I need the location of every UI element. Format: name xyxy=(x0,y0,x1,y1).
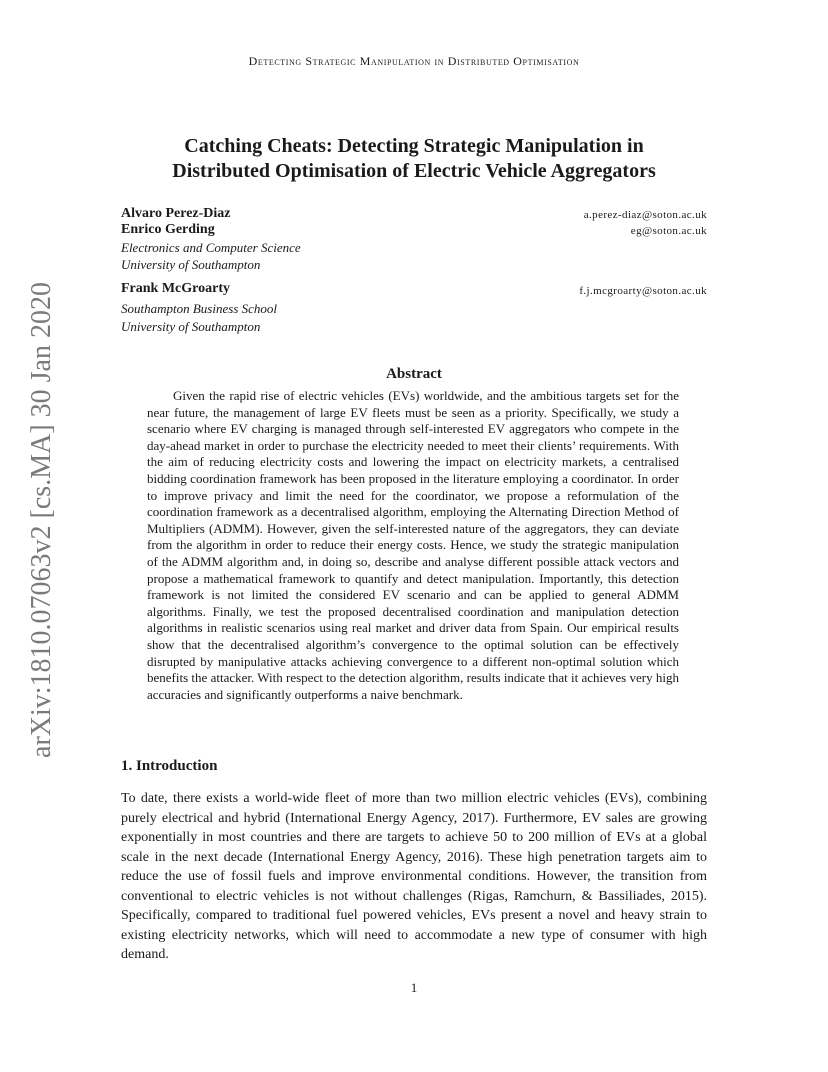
affiliation-line: University of Southampton xyxy=(121,257,261,272)
title-line-1: Catching Cheats: Detecting Strategic Manipulation in xyxy=(184,135,644,157)
abstract-text: Given the rapid rise of electric vehicles (EVs) worldwide, and the ambitious targets set for the near future, the management of large EV fleets must be seen as a priority. Specifically, we study a scenario where EV charging is managed through self-interested EV aggregators who compete in the day-ahead market in order to purchase the electricity needed to meet their clients’ requirements. With the aim of reducing electricity costs and lowering the impact on electricity markets, a centralised bidding coordination framework has been proposed in the literature employing a coordinator. In order to improve privacy and limit the need for the coordinator, we propose a reformulation of the coordination framework as a decentralised algorithm, employing the Alternating Direction Method of Multipliers (ADMM). However, given the self-interested nature of the aggregators, they can deviate from the algorithm in order to reduce their energy costs. Hence, we study the strategic manipulation of the ADMM algorithm and, in doing so, describe and analyse different possible attack vectors and propose a mathematical framework to quantify and detect manipulation. Importantly, this detection framework is not limited the considered EV scenario and can be applied to general ADMM algorithms. Finally, we test the proposed decentralised coordination and manipulation detection algorithms in realistic scenarios using real market and driver data from Spain. Our empirical results show that the decentralised algorithm’s convergence to the optimal solution can be effectively disrupted by manipulative attacks achieving convergence to a different non-optimal solution which benefits the attacker. With respect to the detection algorithm, results indicate that it achieves very high accuracies and significantly outperforms a naive benchmark. xyxy=(147,388,679,702)
paper-title xyxy=(0,134,828,184)
author-email: f.j.mcgroarty@soton.ac.uk xyxy=(579,285,707,297)
author-name: Enrico Gerding xyxy=(121,222,215,237)
introduction-paragraph: To date, there exists a world-wide fleet of more than two million electric vehicles (EVs), combining purely electrical and hybrid (International Energy Agency, 2017). Furthermore, EV sales are growing exponentially in most countries and there are targets to achieve 50 to 200 million of EVs at a global scale in the next decade (International Energy Agency, 2016). These high penetration targets aim to reduce the use of fossil fuels and improve environmental conditions. However, the transition from conventional to electric vehicles is not without challenges (Rigas, Ramchurn, & Bassiliades, 2015). Specifically, compared to traditional fuel powered vehicles, EVs present a novel and heavy strain to existing electricity networks, which will need to accommodate a new type of consumer with high demand. xyxy=(121,791,707,962)
arxiv-side-stamp: arXiv:1810.07063v2 [cs.MA] 30 Jan 2020 xyxy=(26,282,57,758)
page-number: 1 xyxy=(410,980,418,995)
section-heading: 1. Introduction xyxy=(121,758,218,774)
title-line-2: Distributed Optimisation of Electric Vehicle Aggregators xyxy=(172,160,656,182)
author-email: eg@soton.ac.uk xyxy=(630,225,707,237)
running-head: Detecting Strategic Manipulation in Distributed Optimisation xyxy=(248,54,580,68)
author-name: Frank McGroarty xyxy=(121,281,230,296)
author-email: a.perez-diaz@soton.ac.uk xyxy=(583,209,707,221)
affiliation-line: Southampton Business School xyxy=(121,301,277,316)
author-name: Alvaro Perez-Diaz xyxy=(121,206,231,221)
affiliation-line: Electronics and Computer Science xyxy=(121,240,301,255)
affiliation-line: University of Southampton xyxy=(121,319,261,334)
abstract-heading: Abstract xyxy=(386,366,442,382)
